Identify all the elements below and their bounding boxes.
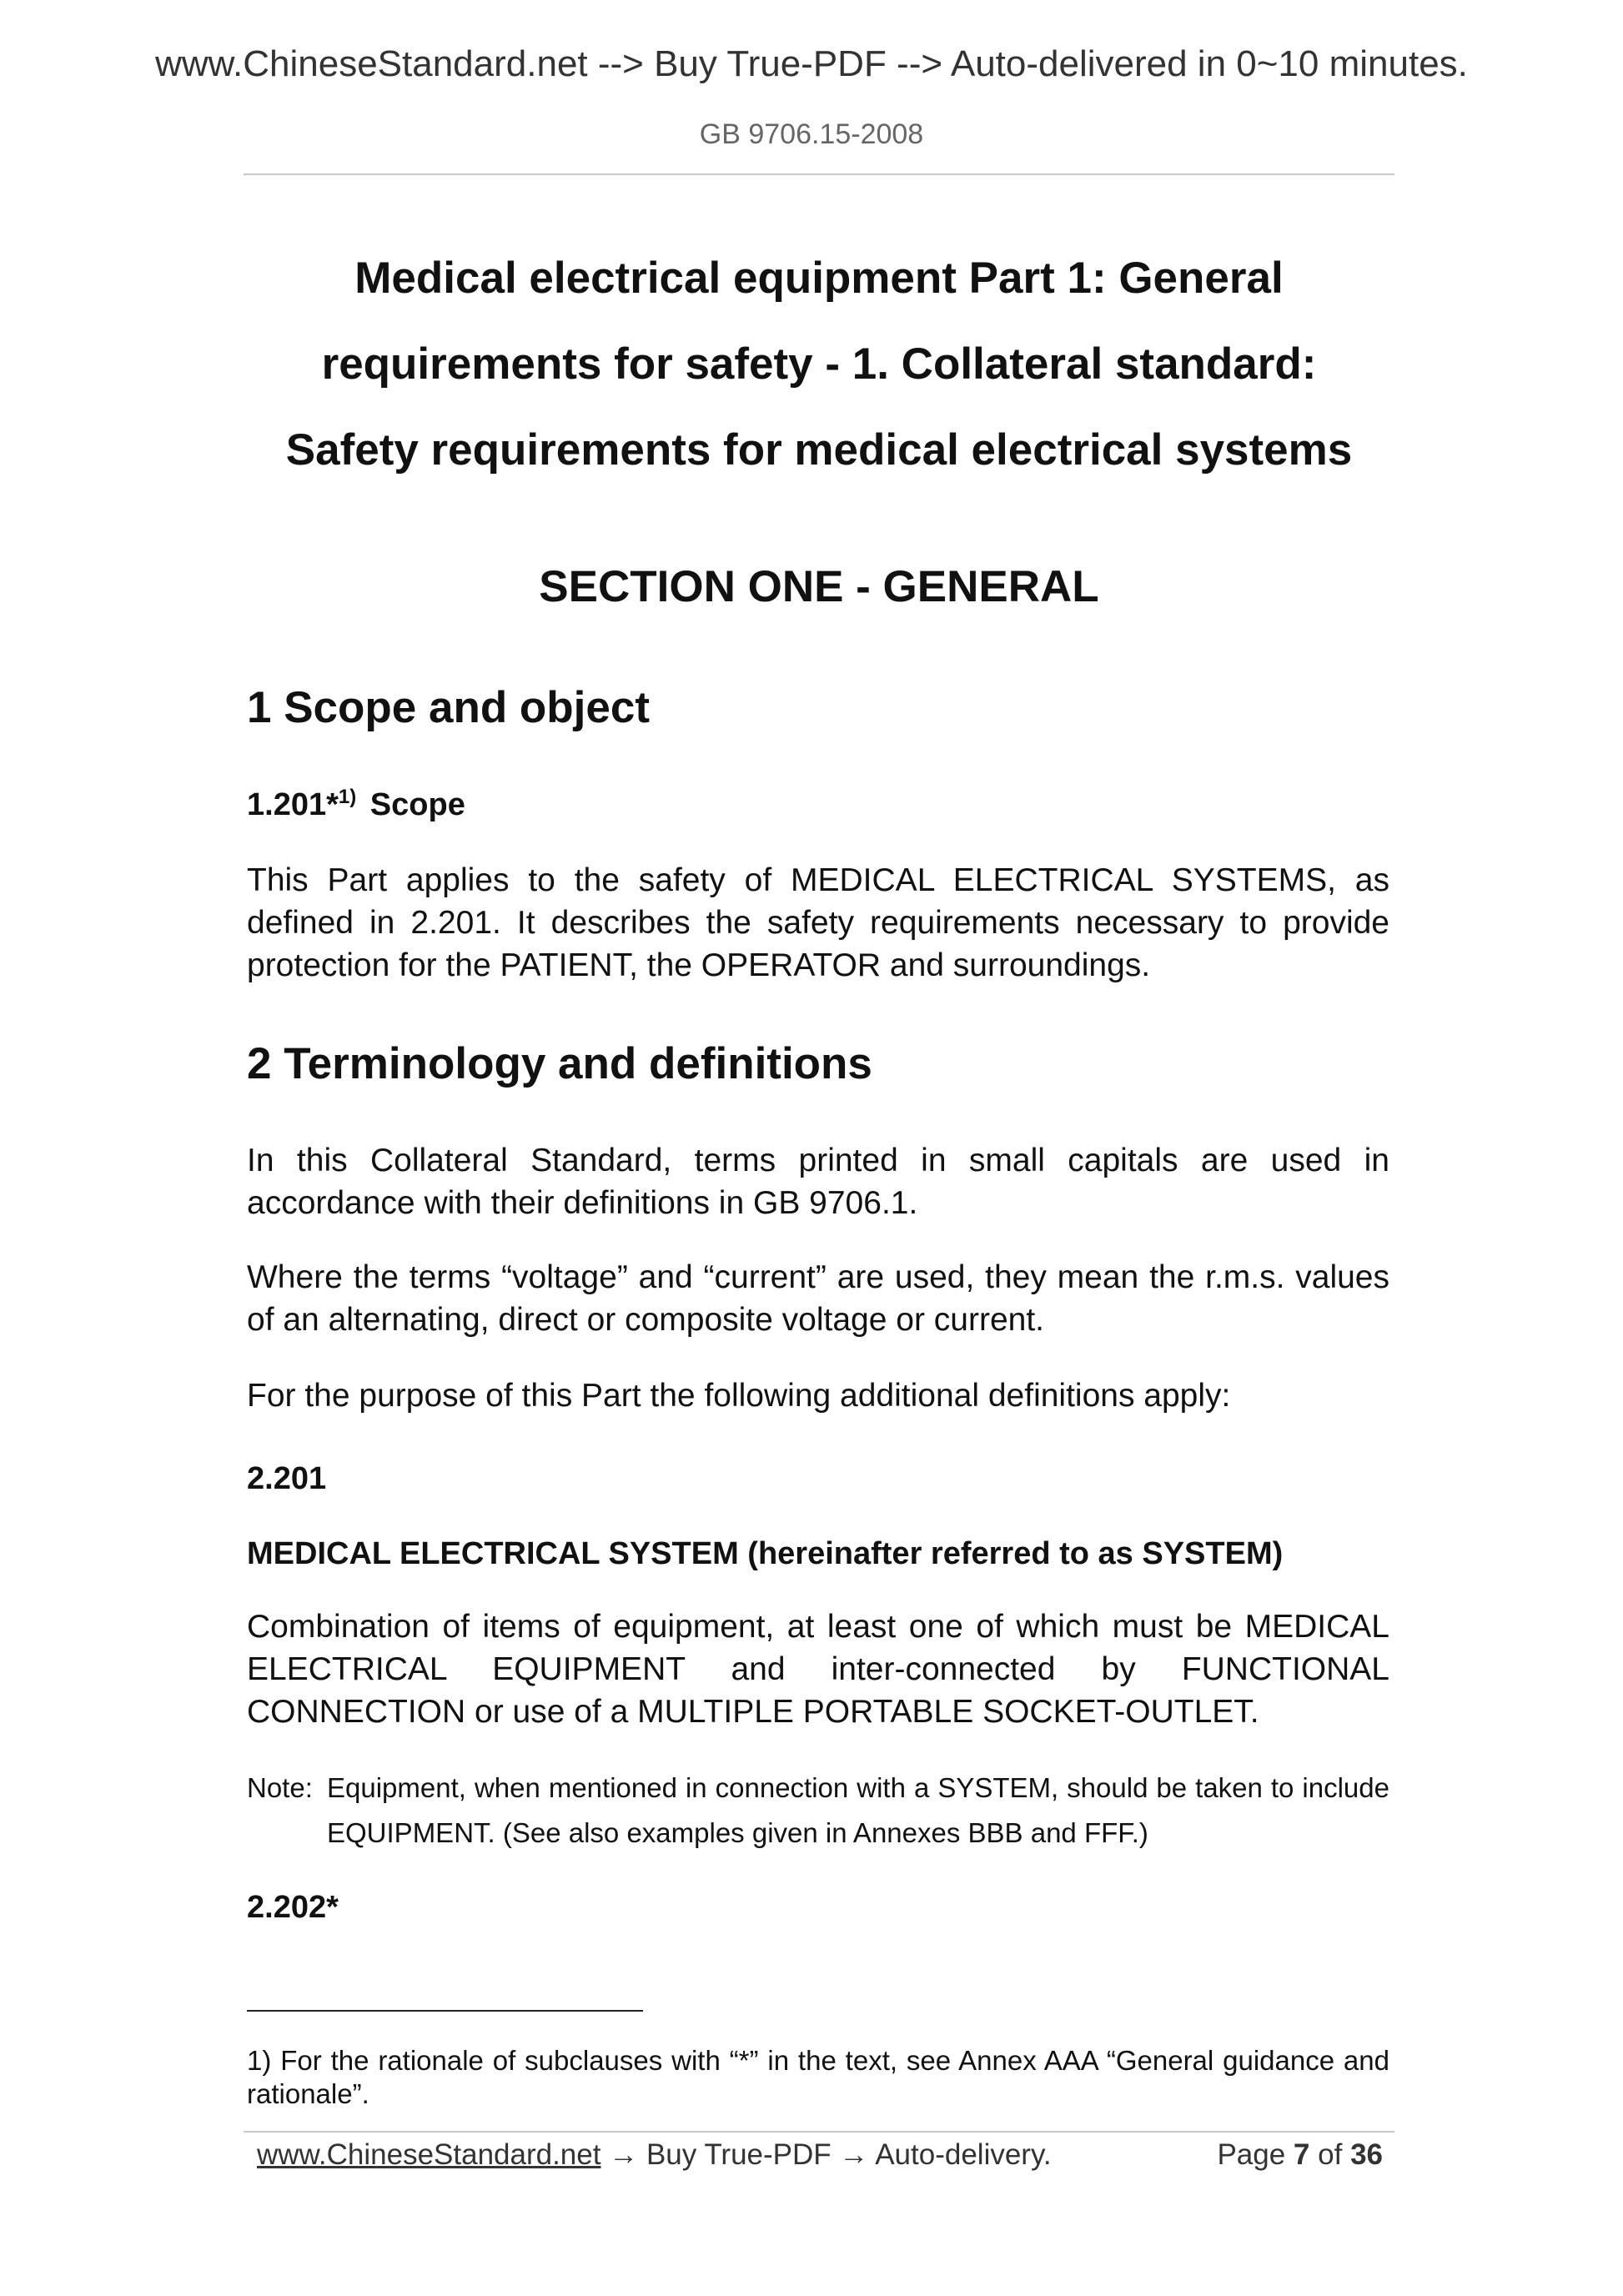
arrow-right-icon: →: [839, 2138, 869, 2171]
of-word: of: [1318, 2138, 1343, 2171]
page-number: 7: [1293, 2138, 1310, 2171]
footer-buy-text: Buy True-PDF: [646, 2138, 832, 2171]
scope-paragraph: This Part applies to the safety of MEDICAL ELECTRICAL SYSTEMS, as defined in 2.201. It describes the safety requirements necessary to provide protection for the PATIENT, the OPERATOR and surroundings.: [247, 862, 1389, 983]
footer: [257, 2138, 1383, 2172]
subclause-1-201-heading: [247, 786, 465, 823]
footer-divider: [244, 2131, 1394, 2133]
definition-2-201-term: MEDICAL ELECTRICAL SYSTEM (hereinafter referred to as SYSTEM): [247, 1536, 1284, 1571]
footer-site-link[interactable]: www.ChineseStandard.net: [257, 2138, 601, 2171]
title-line-3: Safety requirements for medical electrical systems: [285, 425, 1353, 475]
clause-2-heading: 2 Terminology and definitions: [247, 1039, 872, 1088]
top-banner: www.ChineseStandard.net --> Buy True-PDF --> Auto-delivered in 0~10 minutes.: [155, 43, 1468, 84]
page-total: 36: [1350, 2138, 1383, 2171]
footnote: 1) For the rationale of subclauses with “*” in the text, see Annex AAA “General guidance and rationale”.: [247, 2045, 1389, 2109]
subclause-title: Scope: [369, 787, 465, 822]
definition-2-202-number: 2.202*: [247, 1890, 339, 1925]
standard-code: GB 9706.15-2008: [699, 118, 924, 150]
terminology-paragraph-1: In this Collateral Standard, terms printed in small capitals are used in accordance with their definitions in GB 9706.1.: [247, 1143, 1389, 1221]
definition-note: [247, 1766, 1389, 1856]
page-indicator: [1217, 2138, 1383, 2172]
footer-auto-text: Auto-delivery.: [875, 2138, 1052, 2171]
page-word: Page: [1217, 2138, 1286, 2171]
section-title: SECTION ONE - GENERAL: [539, 562, 1099, 611]
footnote-divider: [247, 2010, 643, 2012]
arrow-right-icon: →: [609, 2138, 639, 2171]
note-text: Equipment, when mentioned in connection with a SYSTEM, should be taken to include EQUIPMENT. (See also examples given in Annexes BBB and FFF.): [327, 1772, 1389, 1848]
title-line-2: requirements for safety - 1. Collateral standard:: [321, 339, 1317, 389]
title-line-1: Medical electrical equipment Part 1: General: [354, 254, 1284, 303]
header-divider: [244, 173, 1394, 175]
clause-1-heading: 1 Scope and object: [247, 683, 651, 732]
footer-promo: [257, 2138, 1052, 2171]
footnote-ref: 1): [338, 786, 357, 808]
subclause-number: 1.201*: [247, 787, 339, 822]
terminology-paragraph-2: Where the terms “voltage” and “current” are used, they mean the r.m.s. values of an alternating, direct or composite voltage or current.: [247, 1259, 1389, 1338]
terminology-paragraph-3: For the purpose of this Part the following additional definitions apply:: [247, 1378, 1231, 1414]
definition-2-201-number: 2.201: [247, 1461, 327, 1496]
definition-2-201-text: Combination of items of equipment, at least one of which must be MEDICAL ELECTRICAL EQUIPMENT and inter-connected by FUNCTIONAL CONNECTION or use of a MULTIPLE PORTABLE SOCKET-OUTLET.: [247, 1609, 1389, 1730]
document-title: [244, 235, 1394, 493]
note-label: Note:: [247, 1772, 313, 1803]
